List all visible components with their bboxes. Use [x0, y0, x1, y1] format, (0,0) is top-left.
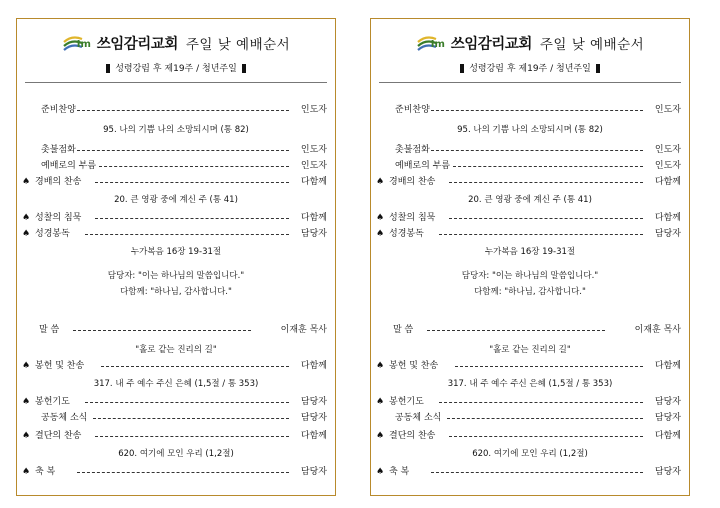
- leader-dots: [427, 330, 605, 331]
- logo-text: Im: [430, 38, 445, 50]
- spade-icon: ♠: [375, 361, 385, 371]
- service-title: 주일 낮 예배순서: [185, 36, 291, 53]
- order-item: [17, 359, 335, 373]
- church-logo-icon: [416, 33, 450, 57]
- order-item: [371, 227, 689, 241]
- bulletin-header: [371, 31, 689, 57]
- order-item-label: 성경봉독: [35, 229, 70, 239]
- order-detail: 317. 내 주 예수 주신 은혜 (1,5절 / 통 353): [93, 379, 259, 389]
- order-item-label: 경배의 찬송: [389, 177, 436, 187]
- order-item: [17, 395, 335, 409]
- order-item-label: 성찰의 침묵: [35, 213, 82, 223]
- church-name: [97, 37, 178, 53]
- bulletin-panel-left: [16, 18, 336, 496]
- order-item-leader: 인도자: [300, 145, 327, 155]
- order-item-leader: 인도자: [300, 161, 327, 171]
- order-item-label: 축 복: [35, 467, 56, 477]
- order-item-label: 준비찬양: [41, 105, 76, 115]
- order-item-leader: 담당자: [654, 229, 681, 239]
- spade-icon: ♠: [375, 213, 385, 223]
- order-item-label: 성찰의 침묵: [389, 213, 436, 223]
- order-item: [371, 411, 689, 425]
- order-item-leader: 다함께: [300, 431, 327, 441]
- order-item: [17, 323, 335, 337]
- spade-icon: ♠: [21, 431, 31, 441]
- service-subtitle: [17, 63, 335, 75]
- leader-dots: [73, 330, 251, 331]
- subtitle-bar-right: [596, 64, 600, 73]
- order-item-label: 봉헌기도: [389, 397, 424, 407]
- church-name-part2: 감리교회: [123, 36, 178, 53]
- leader-dots: [453, 166, 643, 167]
- order-item-label: 성경봉독: [389, 229, 424, 239]
- church-name-part1: 쓰임: [96, 36, 124, 53]
- spade-icon: ♠: [21, 229, 31, 239]
- leader-dots: [449, 218, 643, 219]
- leader-dots: [95, 218, 289, 219]
- order-item-leader: 담당자: [654, 467, 681, 477]
- spade-icon: ♠: [21, 397, 31, 407]
- leader-dots: [455, 366, 643, 367]
- church-logo-icon: [62, 33, 96, 57]
- leader-dots: [439, 234, 643, 235]
- order-detail: 누가복음 16장 19-31절: [484, 247, 576, 257]
- header-divider: [379, 82, 681, 83]
- leader-dots: [93, 418, 289, 419]
- order-item-leader: 담당자: [654, 413, 681, 423]
- order-item: [17, 227, 335, 241]
- order-item-leader: 다함께: [300, 177, 327, 187]
- logo-text: Im: [76, 38, 91, 50]
- spade-icon: ♠: [375, 229, 385, 239]
- header-divider: [25, 82, 327, 83]
- order-item-label: 준비찬양: [395, 105, 430, 115]
- order-item-leader: 이재훈 목사: [634, 325, 681, 335]
- order-detail: 620. 여기에 모인 우리 (1,2절): [472, 449, 588, 459]
- order-item-label: 공동체 소식: [41, 413, 88, 423]
- spade-icon: ♠: [375, 467, 385, 477]
- order-item-label: 촛불점화: [395, 145, 430, 155]
- order-item: [371, 211, 689, 225]
- order-item: [17, 103, 335, 117]
- spade-icon: ♠: [21, 361, 31, 371]
- leader-dots: [95, 436, 289, 437]
- order-item-leader: 다함께: [654, 177, 681, 187]
- order-item-label: 촛불점화: [41, 145, 76, 155]
- subtitle-text: 성령강림 후 제19주 / 청년주일: [115, 64, 237, 74]
- leader-dots: [447, 418, 643, 419]
- order-item: [371, 159, 689, 173]
- leader-dots: [95, 182, 289, 183]
- order-item-label: 봉헌 및 찬송: [389, 361, 439, 371]
- order-item: [371, 103, 689, 117]
- order-detail: 20. 큰 영광 중에 계신 주 (통 41): [468, 195, 592, 205]
- leader-dots: [85, 234, 289, 235]
- leader-dots: [431, 150, 643, 151]
- order-detail: 담당자: "이는 하나님의 말씀입니다.": [461, 271, 599, 281]
- order-detail: 317. 내 주 예수 주신 은혜 (1,5절 / 통 353): [447, 379, 613, 389]
- spade-icon: ♠: [21, 467, 31, 477]
- order-item-leader: 인도자: [654, 105, 681, 115]
- order-item: [371, 143, 689, 157]
- order-item: [371, 465, 689, 479]
- order-item-label: 축 복: [389, 467, 410, 477]
- order-item: [17, 143, 335, 157]
- church-name: [451, 37, 532, 53]
- order-item-label: 말 씀: [393, 325, 414, 335]
- spade-icon: ♠: [21, 177, 31, 187]
- order-item-leader: 다함께: [300, 213, 327, 223]
- order-item-leader: 담당자: [300, 467, 327, 477]
- order-item-leader: 인도자: [654, 161, 681, 171]
- bulletin-panel-right: [370, 18, 690, 496]
- spade-icon: ♠: [375, 431, 385, 441]
- order-detail: 다함께: "하나님, 감사합니다.": [120, 287, 232, 297]
- order-detail: 담당자: "이는 하나님의 말씀입니다.": [107, 271, 245, 281]
- order-item: [17, 175, 335, 189]
- order-item-label: 봉헌기도: [35, 397, 70, 407]
- order-detail: 95. 나의 기쁨 나의 소망되시며 (통 82): [103, 125, 249, 135]
- order-item: [17, 465, 335, 479]
- spade-icon: ♠: [21, 213, 31, 223]
- church-name-part2: 감리교회: [477, 36, 532, 53]
- order-item-label: 결단의 찬송: [389, 431, 436, 441]
- order-item-label: 공동체 소식: [395, 413, 442, 423]
- order-detail: "홀로 같는 진리의 길": [135, 345, 217, 355]
- subtitle-bar-right: [242, 64, 246, 73]
- order-item-leader: 인도자: [654, 145, 681, 155]
- subtitle-text: 성령강림 후 제19주 / 청년주일: [469, 64, 591, 74]
- bulletin-header: [17, 31, 335, 57]
- order-item-label: 예배로의 부름: [41, 161, 97, 171]
- order-item: [17, 429, 335, 443]
- spade-icon: ♠: [375, 177, 385, 187]
- order-item: [17, 159, 335, 173]
- order-item-leader: 담당자: [300, 229, 327, 239]
- order-detail: "홀로 같는 진리의 길": [489, 345, 571, 355]
- order-detail: 95. 나의 기쁨 나의 소망되시며 (통 82): [457, 125, 603, 135]
- order-item-label: 결단의 찬송: [35, 431, 82, 441]
- order-item-leader: 다함께: [300, 361, 327, 371]
- order-item: [371, 395, 689, 409]
- church-name-part1: 쓰임: [450, 36, 478, 53]
- service-title: 주일 낮 예배순서: [539, 36, 645, 53]
- subtitle-bar-left: [106, 64, 110, 73]
- leader-dots: [101, 366, 289, 367]
- order-item-label: 봉헌 및 찬송: [35, 361, 85, 371]
- order-item-leader: 다함께: [654, 361, 681, 371]
- leader-dots: [449, 182, 643, 183]
- order-item: [17, 411, 335, 425]
- subtitle-bar-left: [460, 64, 464, 73]
- order-item-leader: 다함께: [654, 213, 681, 223]
- leader-dots: [99, 166, 289, 167]
- order-item: [371, 429, 689, 443]
- leader-dots: [449, 436, 643, 437]
- order-item-label: 예배로의 부름: [395, 161, 451, 171]
- leader-dots: [439, 402, 643, 403]
- spade-icon: ♠: [375, 397, 385, 407]
- order-item: [371, 175, 689, 189]
- order-item-leader: 담당자: [654, 397, 681, 407]
- leader-dots: [431, 472, 643, 473]
- order-item-label: 말 씀: [39, 325, 60, 335]
- order-item-leader: 인도자: [300, 105, 327, 115]
- service-subtitle: [371, 63, 689, 75]
- leader-dots: [77, 110, 289, 111]
- order-detail: 20. 큰 영광 중에 계신 주 (통 41): [114, 195, 238, 205]
- order-detail: 620. 여기에 모인 우리 (1,2절): [118, 449, 234, 459]
- order-item: [371, 359, 689, 373]
- order-item-leader: 다함께: [654, 431, 681, 441]
- leader-dots: [431, 110, 643, 111]
- leader-dots: [85, 402, 289, 403]
- leader-dots: [77, 472, 289, 473]
- order-item: [371, 323, 689, 337]
- order-item-leader: 이재훈 목사: [280, 325, 327, 335]
- order-item: [17, 211, 335, 225]
- leader-dots: [77, 150, 289, 151]
- order-detail: 누가복음 16장 19-31절: [130, 247, 222, 257]
- order-item-leader: 담당자: [300, 413, 327, 423]
- order-item-label: 경배의 찬송: [35, 177, 82, 187]
- order-detail: 다함께: "하나님, 감사합니다.": [474, 287, 586, 297]
- order-item-leader: 담당자: [300, 397, 327, 407]
